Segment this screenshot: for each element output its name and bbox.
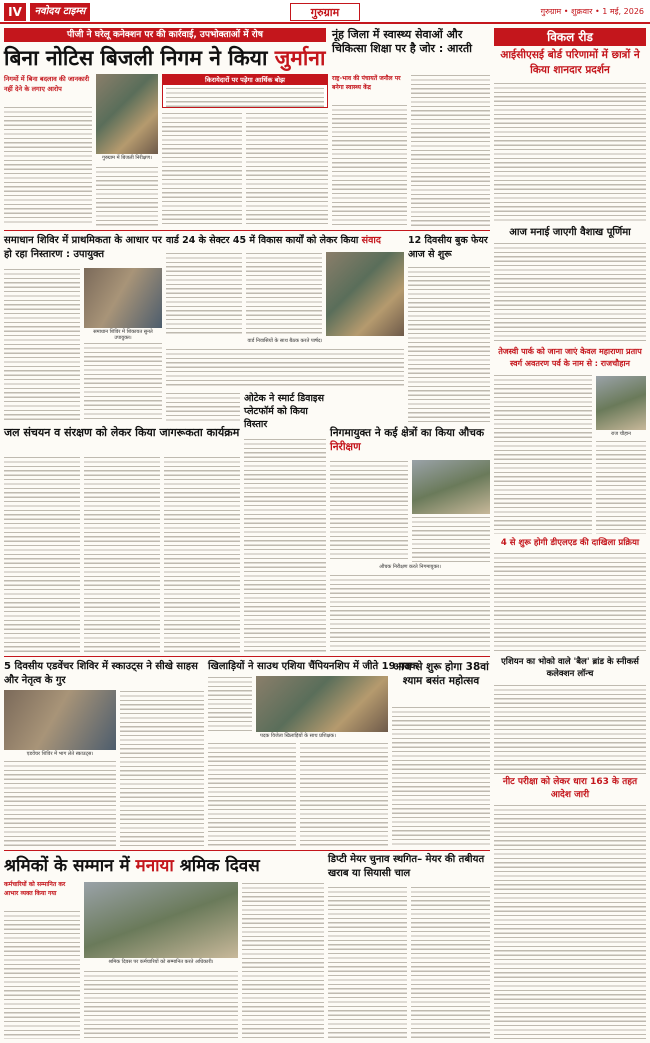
story8-headline: निगमायुक्त ने कई क्षेत्रों का किया औचक निरीक्षण xyxy=(330,427,485,453)
story13-headline: डिप्टी मेयर चुनाव स्थगित– मेयर की तबीयत खराब या सियासी चाल xyxy=(328,854,485,879)
story8-caption: औचक निरीक्षण करते निगमायुक्त। xyxy=(379,564,441,570)
right-story2-headline: आज मनाई जाएगी वैशाख पूर्णिमा xyxy=(509,227,631,238)
story12-subhead: कर्मचारियों को सम्मानित कर आभार व्यक्त किया गया xyxy=(4,881,66,897)
story8-body-3 xyxy=(330,574,490,652)
story1-body-3 xyxy=(162,112,242,226)
right-story6-headline: नीट परीक्षा को लेकर धारा 163 के तहत आदेश जारी xyxy=(502,777,638,800)
story11-headline: आज से शुरू होगा 38वां श्याम बसंत महोत्सव xyxy=(393,661,489,687)
story6-headline: जल संचयन व संरक्षण को लेकर किया जागरूकता कार्यक्रम xyxy=(4,426,240,439)
story12-body-2 xyxy=(84,970,238,1039)
right-story1-headline: आईसीएसई बोर्ड परिणामों में छात्रों ने किया शानदार प्रदर्शन xyxy=(500,49,640,76)
story4-headline: वार्ड 24 के सेक्टर 45 में विकास कार्यों को लेकर किया संवाद xyxy=(166,235,381,246)
story1-photo-caption: गुरुग्राम में बिजली निरीक्षण। xyxy=(102,155,152,161)
story1-photo xyxy=(96,74,158,154)
right-story5-body xyxy=(494,684,646,774)
right-story5-headline: एशियन का भोको वाले 'बैल' ब्रांड के स्नीकर्स कलेक्शन लॉन्च xyxy=(501,657,639,679)
story4-photo xyxy=(326,252,404,336)
right-story4-body xyxy=(494,552,646,654)
story9-body xyxy=(4,760,116,846)
right-story4-headline: 4 से शुरू होगी डीएलएड की दाखिला प्रक्रिया xyxy=(500,538,640,548)
story2-headline: नूंह जिला में स्वास्थ्य सेवाओं और चिकित्सा शिक्षा पर है जोर : आरती xyxy=(332,28,472,55)
story3-body-2 xyxy=(84,342,162,422)
story1-subhead: निगमों में बिना बदलाव की जानकारी नहीं देने के लगाए आरोप xyxy=(4,75,90,93)
story12-headline: श्रमिकों के सम्मान में मनाया श्रमिक दिवस xyxy=(4,856,260,876)
story4-body-4 xyxy=(166,392,240,422)
story4-body-3 xyxy=(166,348,404,388)
story1-body-2 xyxy=(96,166,158,226)
dateline: गुरुग्राम • शुक्रवार • 1 मई, 2026 xyxy=(540,7,644,16)
story12-body-3 xyxy=(242,882,324,1039)
right-story2-body xyxy=(494,242,646,344)
story8-body-2 xyxy=(412,516,490,562)
story6-body-3 xyxy=(164,456,240,652)
story10-photo xyxy=(256,676,388,732)
story1-box xyxy=(162,74,328,108)
story6-body-2 xyxy=(84,456,160,652)
story9-photo xyxy=(4,690,116,750)
story5-body xyxy=(408,266,490,422)
right-story3-caption: राज चौहान xyxy=(611,431,631,437)
right-story1-body xyxy=(494,82,646,224)
divider-3 xyxy=(4,850,490,851)
story9-caption: एडवेंचर शिविर में भाग लेते स्काउट्स। xyxy=(26,751,94,757)
story3-headline: समाधान शिविर में प्राथमिकता के आधार पर हो रहा निस्तारण : उपायुक्त xyxy=(4,235,162,260)
story3-body xyxy=(4,268,80,422)
story9-headline: 5 दिवसीय एडवेंचर शिविर में स्काउट्स ने सीखे साहस और नेतृत्व के गुर xyxy=(4,661,198,686)
story12-body xyxy=(4,910,80,1039)
story7-body xyxy=(244,438,326,652)
right-story3-headline: तेजस्वी पार्क को जाना जाएं केवल महाराणा प्रताप स्वर्ग अवतरण पर्व के नाम से : राजचौहान xyxy=(498,347,642,368)
story7-headline: ओटेक ने स्मार्ट डिवाइस प्लेटफॉर्म को किया विस्तार xyxy=(244,393,324,430)
story8-body xyxy=(330,460,408,562)
story1-box-title: किरायेदारों पर पड़ेगा आर्थिक बोझ xyxy=(163,75,327,85)
story13-body-2 xyxy=(411,886,490,1039)
story6-body xyxy=(4,456,80,652)
section-city: गुरुग्राम xyxy=(290,3,360,21)
story13-body xyxy=(328,886,407,1039)
right-story3-body-2 xyxy=(596,440,646,534)
story9-body-2 xyxy=(120,690,204,846)
story10-body xyxy=(208,676,252,732)
story2-body-2 xyxy=(411,74,490,226)
story1-kicker: पीजी ने घरेलू कनेक्शन पर की कार्रवाई, उपभोक्ताओं में रोष xyxy=(4,28,326,42)
page-number: IV xyxy=(4,3,26,21)
divider xyxy=(4,230,490,231)
story2-body xyxy=(332,104,407,226)
story10-caption: पदक विजेता खिलाड़ियों के साथ प्रशिक्षक। xyxy=(259,733,337,739)
story1-body xyxy=(4,106,92,226)
masthead xyxy=(0,0,650,24)
story3-photo xyxy=(84,268,162,328)
story3-caption: समाधान शिविर में शिकायत सुनते उपायुक्त। xyxy=(93,329,153,341)
right-story3-photo xyxy=(596,376,646,430)
story4-body xyxy=(166,252,242,336)
brand-logo: नवोदय टाइम्स xyxy=(30,3,90,21)
story10-headline: खिलाड़ियों ने साउथ एशिया चैंपियनशिप में जीते 19 पदक xyxy=(208,661,418,672)
divider-2 xyxy=(4,656,490,657)
story11-body xyxy=(392,706,490,846)
right-section-title: विकल रीड xyxy=(494,28,646,46)
story10-body-2 xyxy=(208,742,296,846)
story1-headline: बिना नोटिस बिजली निगम ने किया जुर्माना xyxy=(4,46,326,70)
right-story6-body xyxy=(494,804,646,1039)
story5-headline: 12 दिवसीय बुक फेयर आज से शुरू xyxy=(408,235,488,260)
story2-subhead: राष्ट्र-भाव की पंचायतें जनौल पर बनेगा स्वास्थ्य केंद्र xyxy=(332,75,401,91)
story1-body-4 xyxy=(246,112,328,226)
story8-photo xyxy=(412,460,490,514)
right-story3-body xyxy=(494,374,592,534)
story12-caption: श्रमिक दिवस पर कर्मचारियों को सम्मानित करते अधिकारी। xyxy=(108,959,214,965)
story1-box-body xyxy=(166,87,324,107)
story4-caption: वार्ड निवासियों के साथ बैठक करते पार्षद। xyxy=(247,338,323,344)
story10-body-3 xyxy=(300,742,388,846)
story12-photo xyxy=(84,882,238,958)
story4-body-2 xyxy=(246,252,322,336)
